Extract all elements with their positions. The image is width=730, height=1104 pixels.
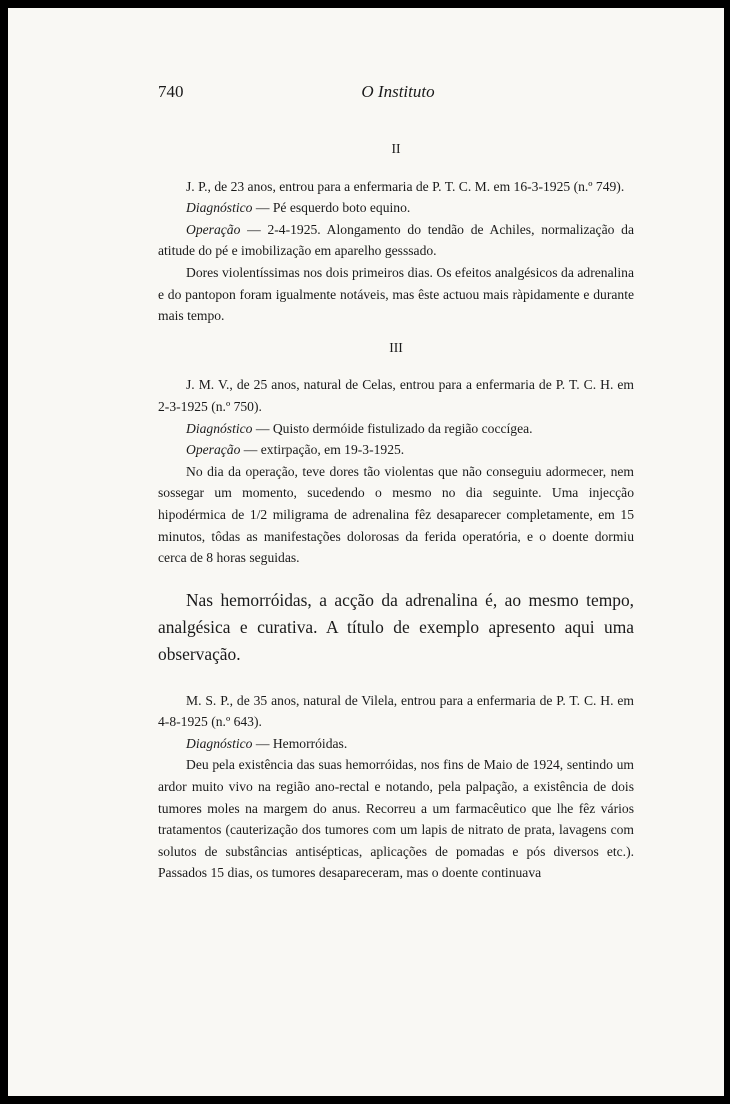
page-number: 740 <box>158 82 184 101</box>
case-iii-notes <box>158 461 634 569</box>
operation-text: — extirpação, em 19-3-1925. <box>240 442 405 458</box>
case-iii-diagnosis <box>158 418 634 440</box>
case-ii-notes: Dores violentíssimas nos dois primeiros dias. Os efeitos analgésicos da adrenalina e do pantopon foram igualmente notáveis, mas êste actuou mais ràpidamente e durante mais tempo. <box>158 264 634 324</box>
case-iii-operation <box>158 439 634 461</box>
operation-label: Operação <box>186 442 241 458</box>
page-header <box>158 82 638 106</box>
diagnosis-text: — Quisto dermóide fistulizado da região coccígea. <box>252 420 533 436</box>
operation-label: Operação <box>186 221 241 237</box>
running-title: O Instituto <box>361 82 435 101</box>
case-ii-diagnosis <box>158 197 634 219</box>
diagnosis-label: Diagnóstico <box>186 420 253 436</box>
notes-part-2: miligrama de adrenalina fêz desaparecer completamente, em 15 minutos, tôdas as manifestações dolorosas da ferida operatória, e o doente dormiu cerca de 8 horas seguidas. <box>158 506 634 566</box>
diagnosis-label: Diagnóstico <box>186 200 253 216</box>
case-ii-intro: J. P., de 23 anos, entrou para a enfermaria de P. T. C. M. em 16-3-1925 (n.º 749). <box>186 178 625 194</box>
page-body <box>158 138 634 884</box>
operation-text: — 2-4-1925. Alongamento do tendão de Achiles, normalização da atitude do pé e imobilização em aparelho gesssado. <box>158 221 634 259</box>
book-page <box>8 8 724 1096</box>
case-iii-intro: J. M. V., de 25 anos, natural de Celas, entrou para a enfermaria de P. T. C. H. em 2-3-1925 (n.º 750). <box>158 377 634 414</box>
section-numeral-iii: III <box>389 339 403 355</box>
notes-part-1: No dia da operação, teve dores tão violentas que não conseguiu adormecer, nem sossegar um momento, sucedendo o mesmo no dia seguinte. Uma injecção hipodérmica de <box>158 463 634 522</box>
diagnosis-text: — Pé esquerdo boto equino. <box>252 200 411 216</box>
case-iv-notes: Deu pela existência das suas hemorróidas, nos fins de Maio de 1924, sentindo um ardor muito vivo na região ano-rectal e notando, pela palpação, a existência de dois tumores moles na margem do anus. Recorreu a um farmacêutico que lhe fêz vários tratamentos (cauterização dos tumores com um lapis de nitrato de prata, lavagens com solutos de substâncias antisépticas, aplicações de pomadas e pós diversos etc.). Passados 15 dias, os tumores desapareceram, mas o doente continuava <box>158 757 634 881</box>
case-iv-intro: M. S. P., de 35 anos, natural de Vilela, entrou para a enfermaria de P. T. C. H. em 4-8-1925 (n.º 643). <box>158 692 634 730</box>
case-ii-operation <box>158 219 634 262</box>
dose-fraction: 1/2 <box>249 506 268 522</box>
diagnosis-label: Diagnóstico <box>186 735 253 751</box>
case-iv-diagnosis <box>158 733 634 755</box>
diagnosis-text: — Hemorróidas. <box>252 735 348 751</box>
hemorrhoids-intro: Nas hemorróidas, a acção da adrenalina é, ao mesmo tempo, analgésica e curativa. A título de exemplo apresento aqui uma observação. <box>158 589 634 664</box>
section-numeral-ii: II <box>391 141 401 156</box>
